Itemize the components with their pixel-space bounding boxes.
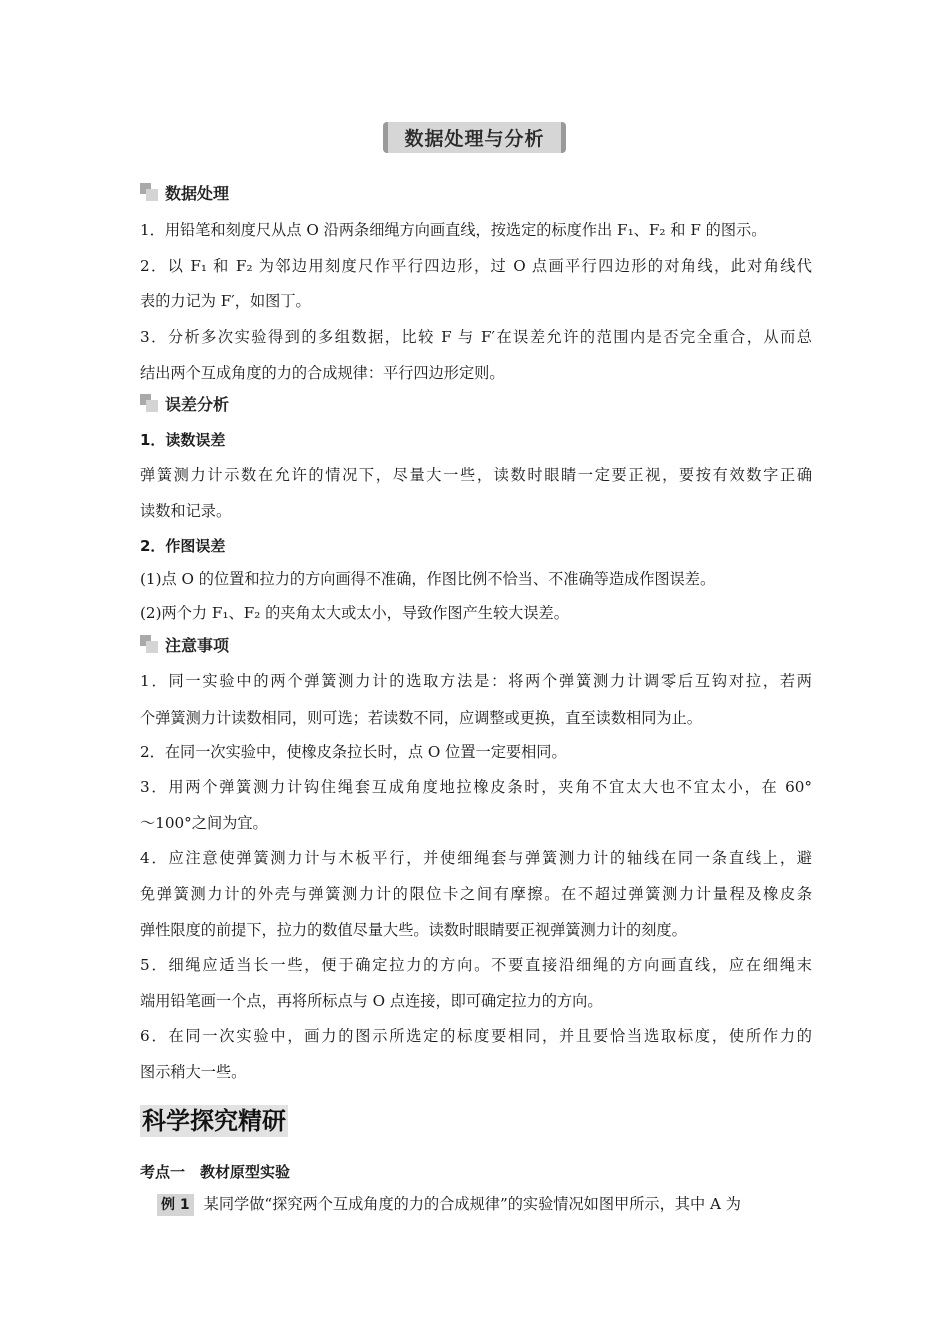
paragraph-line: 3．用两个弹簧测力计钩住绳套互成角度地拉橡皮条时，夹角不宜太大也不宜太小，在 60° (140, 778, 812, 796)
paragraph-line: 表的力记为 F′，如图丁。 (140, 292, 311, 310)
paragraph-line: 读数和记录。 (140, 502, 232, 520)
paragraph-line: 5．细绳应适当长一些，便于确定拉力的方向。不要直接沿细绳的方向画直线，应在细绳末 (140, 956, 812, 974)
heading-notes (140, 632, 229, 656)
paragraph-line: (1)点 O 的位置和拉力的方向画得不准确，作图比例不恰当、不准确等造成作图误差。 (140, 570, 716, 588)
heading-text: 数据处理 (165, 183, 230, 203)
paragraph-line: 2．在同一次实验中，使橡皮条拉长时，点 O 位置一定要相同。 (140, 743, 567, 761)
paragraph-line: 1．用铅笔和刻度尺从点 O 沿两条细绳方向画直线，按选定的标度作出 F₁、F₂ 和 F 的图示。 (140, 221, 767, 239)
heading-error-analysis (140, 391, 229, 415)
paragraph-line: 图示稍大一些。 (140, 1063, 247, 1081)
paragraph-line: 端用铅笔画一个点，再将所标点与 O 点连接，即可确定拉力的方向。 (140, 992, 603, 1010)
paragraph-line: 弹性限度的前提下，拉力的数值尽量大些。读数时眼睛要正视弹簧测力计的刻度。 (140, 921, 687, 939)
section-square-icon (140, 183, 160, 201)
heading-text: 注意事项 (165, 635, 230, 655)
example-paragraph (157, 1192, 812, 1216)
paragraph-line: 1．同一实验中的两个弹簧测力计的选取方法是：将两个弹簧测力计调零后互钩对拉，若两 (140, 672, 812, 690)
paragraph-line: 免弹簧测力计的外壳与弹簧测力计的限位卡之间有摩擦。在不超过弹簧测力计量程及橡皮条 (140, 885, 812, 903)
paragraph-line: 4．应注意使弹簧测力计与木板平行，并使细绳套与弹簧测力计的轴线在同一条直线上，避 (140, 849, 812, 867)
heading-data-processing (140, 180, 229, 204)
paragraph-line: 6．在同一次实验中，画力的图示所选定的标度要相同，并且要恰当选取标度，使所作力的 (140, 1027, 812, 1045)
research-section-title: 科学探究精研 (142, 1107, 286, 1135)
paragraph-line: ～100°之间为宜。 (140, 814, 268, 832)
paragraph-line: 2．以 F₁ 和 F₂ 为邻边用刻度尺作平行四边形，过 O 点画平行四边形的对角线，此对角线代 (140, 257, 812, 275)
section-square-icon (140, 635, 160, 653)
section-banner-title: 数据处理与分析 (383, 122, 566, 153)
paragraph-line: 3．分析多次实验得到的多组数据，比较 F 与 F′在误差允许的范围内是否完全重合，从而总 (140, 328, 812, 346)
paragraph-line: 弹簧测力计示数在允许的情况下，尽量大一些，读数时眼睛一定要正视，要按有效数字正确 (140, 466, 812, 484)
paragraph-line: (2)两个力 F₁、F₂ 的夹角太大或太小，导致作图产生较大误差。 (140, 604, 569, 622)
heading-text: 误差分析 (165, 394, 230, 414)
kaodian-heading: 考点一 教材原型实验 (140, 1163, 291, 1181)
example-label: 例 1 (157, 1194, 194, 1216)
section-square-icon (140, 394, 160, 412)
subheading-reading-error: 1．读数误差 (140, 431, 226, 449)
subheading-drawing-error: 2．作图误差 (140, 537, 226, 555)
paragraph-line: 结出两个互成角度的力的合成规律：平行四边形定则。 (140, 364, 505, 382)
example-text: 某同学做“探究两个互成角度的力的合成规律”的实验情况如图甲所示，其中 A 为 (203, 1195, 741, 1213)
paragraph-line: 个弹簧测力计读数相同，则可选；若读数不同，应调整或更换，直至读数相同为止。 (140, 709, 702, 727)
